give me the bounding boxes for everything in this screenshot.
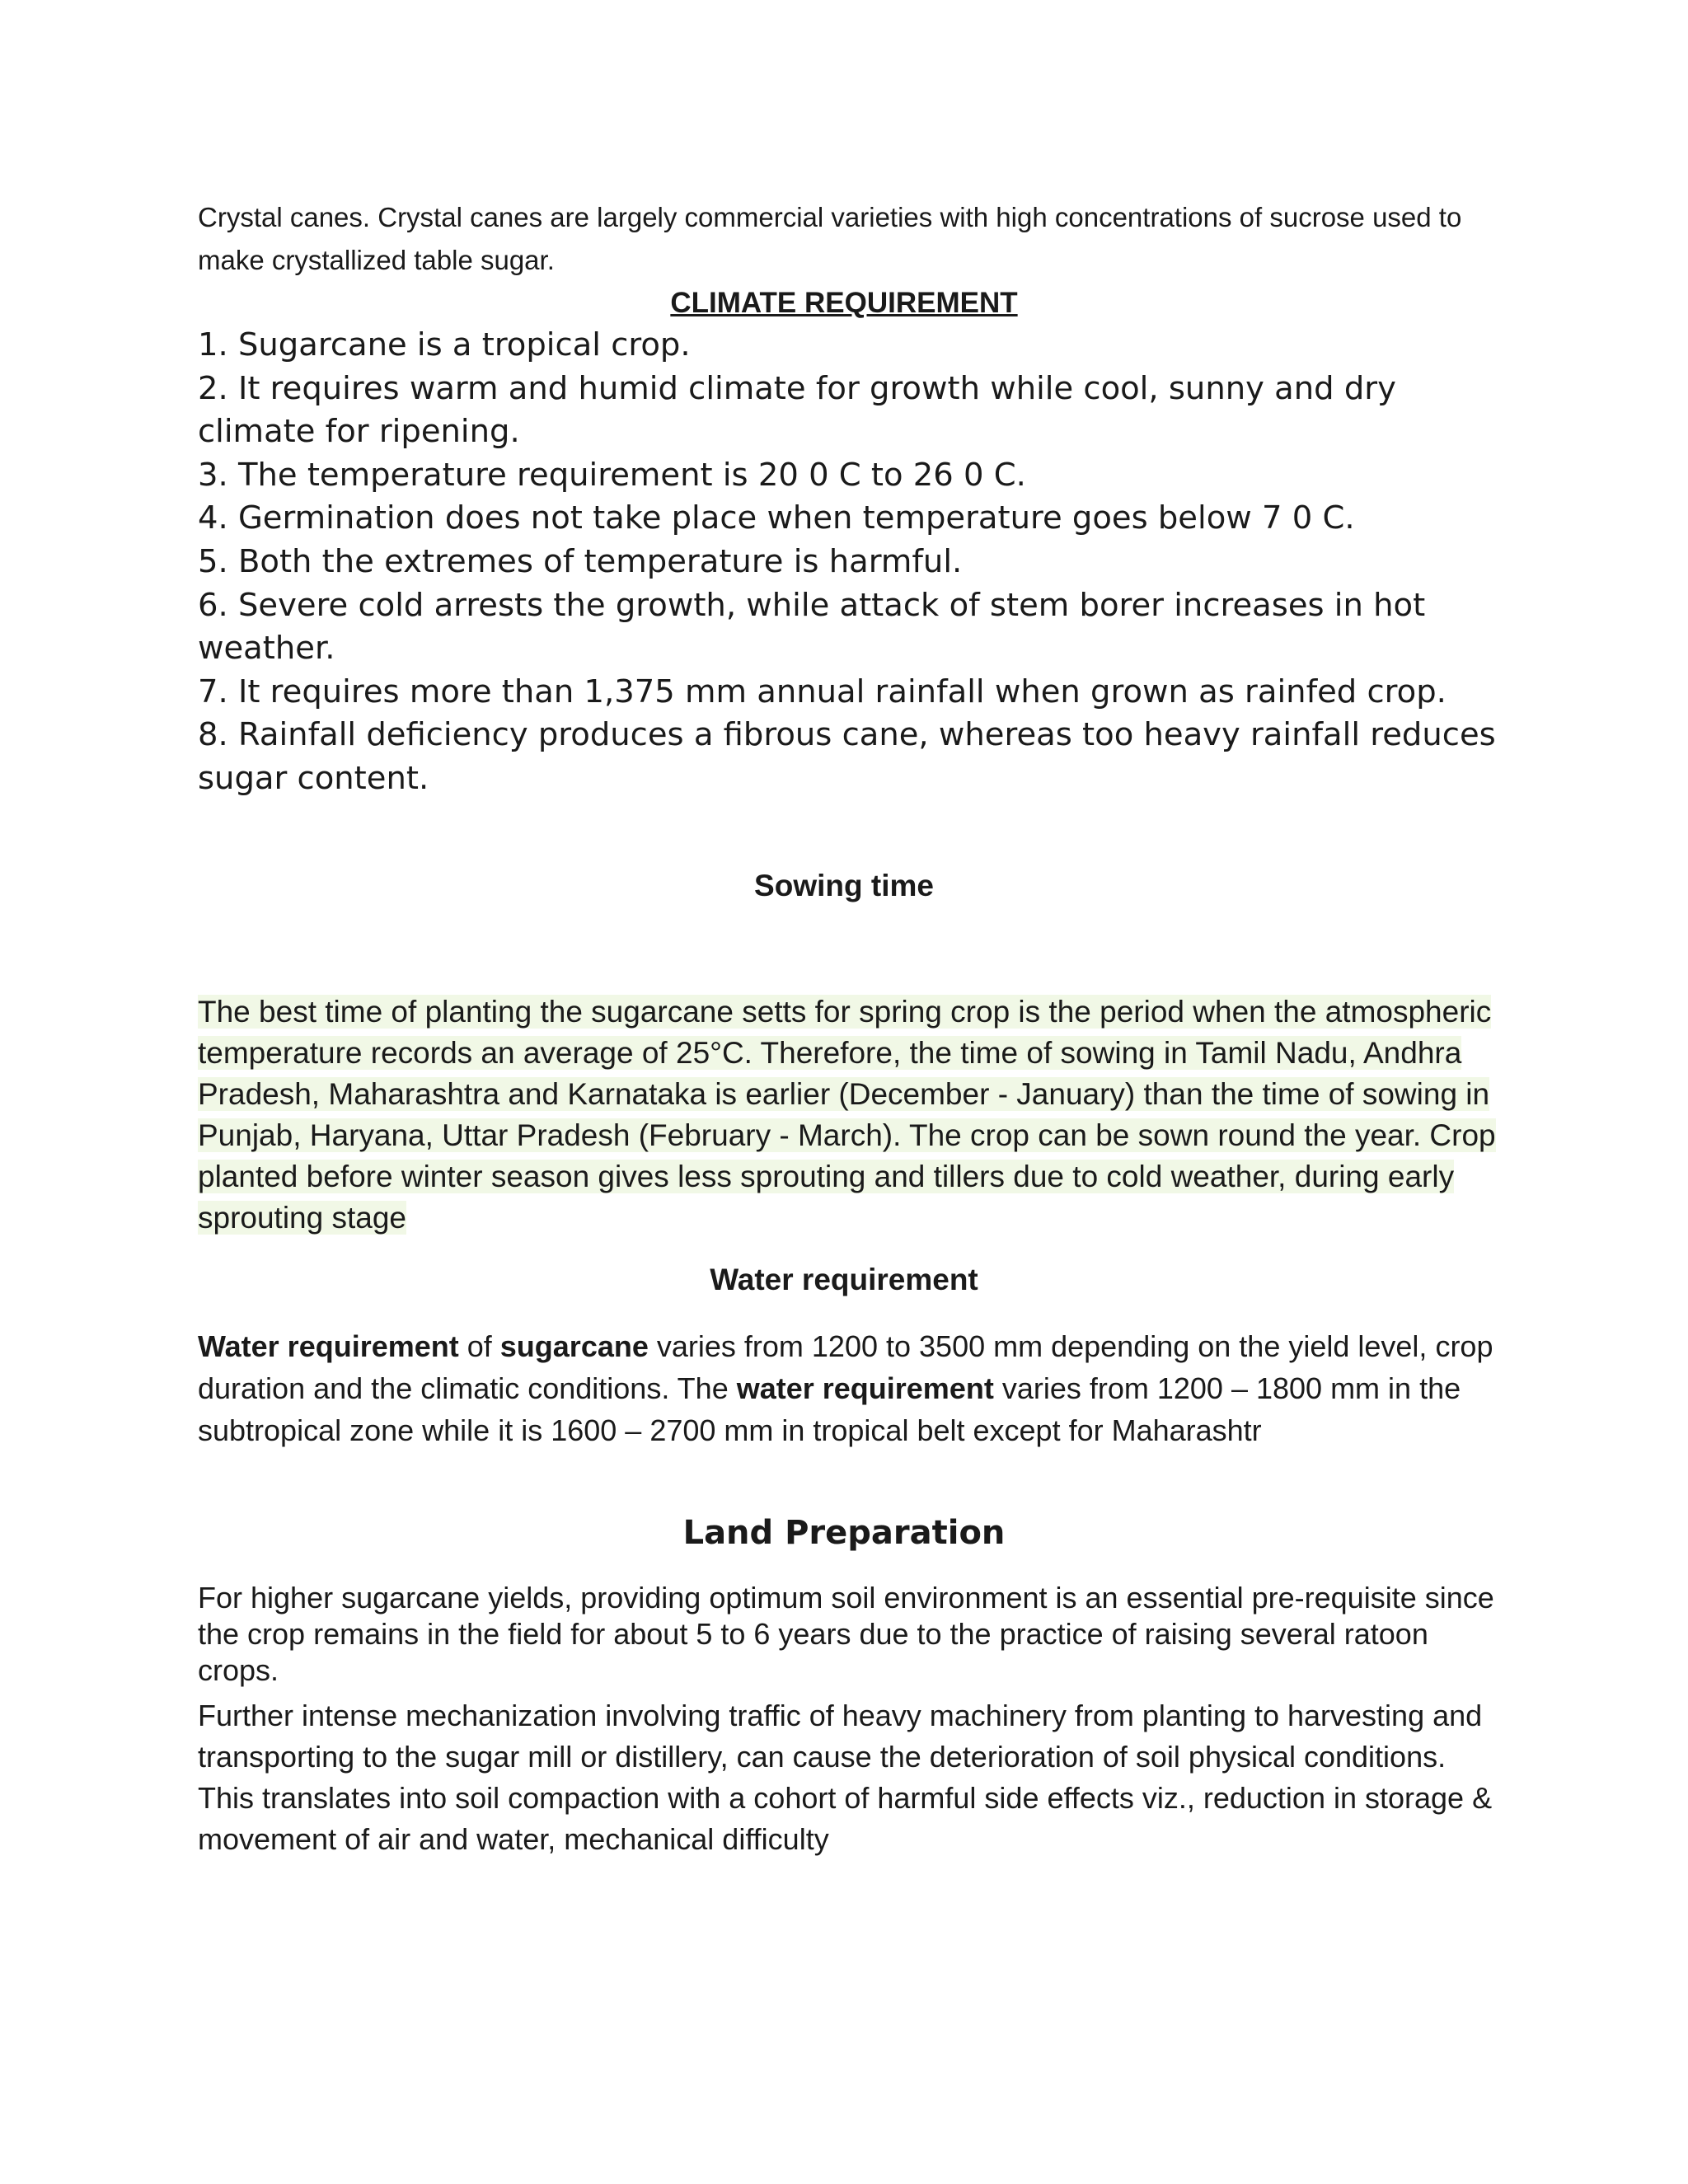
list-item: 7. It requires more than 1,375 mm annual rainfall when grown as rainfed crop.: [198, 673, 1447, 710]
list-item: 4. Germination does not take place when temperature goes below 7 0 C.: [198, 499, 1355, 537]
land-preparation-paragraph-1: For higher sugarcane yields, providing optimum soil environment is an essential pre-requisite since the crop remains in the field for about 5 to 6 years due to the practice of raising several ratoon crops.: [198, 1581, 1494, 1687]
list-item: 8. Rainfall deficiency produces a fibrous cane, whereas too heavy rainfall reduces sugar content.: [198, 716, 1496, 797]
land-preparation-paragraph-2: Further intense mechanization involving traffic of heavy machinery from planting to harvesting and transporting to the sugar mill or distillery, can cause the deterioration of soil physical conditions. This translates into soil compaction with a cohort of harmful side effects viz., reduction in storage & movement of air and water, mechanical difficulty: [198, 1699, 1493, 1856]
text-run: varies from 1200 – 1800 mm in the subtropical zone while it is 1600 – 2700 mm in tropical belt except for Maharashtr: [198, 1371, 1461, 1447]
water-requirement-paragraph: [198, 1325, 1500, 1451]
water-requirement-heading: Water requirement: [710, 1263, 978, 1296]
text-run: of: [458, 1329, 500, 1363]
list-item: 1. Sugarcane is a tropical crop.: [198, 326, 691, 363]
sowing-time-paragraph: [198, 991, 1500, 1239]
text-run: varies from 1200 to 3500 mm depending on the yield level, crop duration and the climatic conditions. The: [198, 1329, 1493, 1405]
climate-requirement-heading: CLIMATE REQUIREMENT: [670, 287, 1018, 319]
list-item: 5. Both the extremes of temperature is harmful.: [198, 542, 963, 580]
list-item: 6. Severe cold arrests the growth, while attack of stem borer increases in hot weather.: [198, 586, 1426, 668]
bold-term: water requirement: [736, 1371, 994, 1405]
sowing-time-heading: Sowing time: [754, 869, 934, 902]
list-item: 3. The temperature requirement is 20 0 C to 26 0 C.: [198, 456, 1026, 494]
bold-term: Water requirement: [198, 1329, 459, 1363]
intro-paragraph: Crystal canes. Crystal canes are largely commercial varieties with high concentrations of sucrose used to make crystallized table sugar.: [198, 202, 1462, 275]
land-preparation-heading: Land Preparation: [682, 1514, 1006, 1552]
list-item: 2. It requires warm and humid climate for growth while cool, sunny and dry climate for ripening.: [198, 369, 1396, 451]
climate-requirement-list: [198, 324, 1500, 801]
highlighted-text: The best time of planting the sugarcane setts for spring crop is the period when the atmospheric temperature records an average of 25°C. Therefore, the time of sowing in Tamil Nadu, Andhra Pradesh, Maharashtra and Karnataka is earlier (December - January) than the time of sowing in Punjab, Haryana, Uttar Pradesh (February - March). The crop can be sown round the year. Crop planted before winter season gives less sprouting and tillers due to cold weather, during early sprouting stage: [198, 995, 1496, 1235]
bold-term: sugarcane: [499, 1329, 649, 1363]
